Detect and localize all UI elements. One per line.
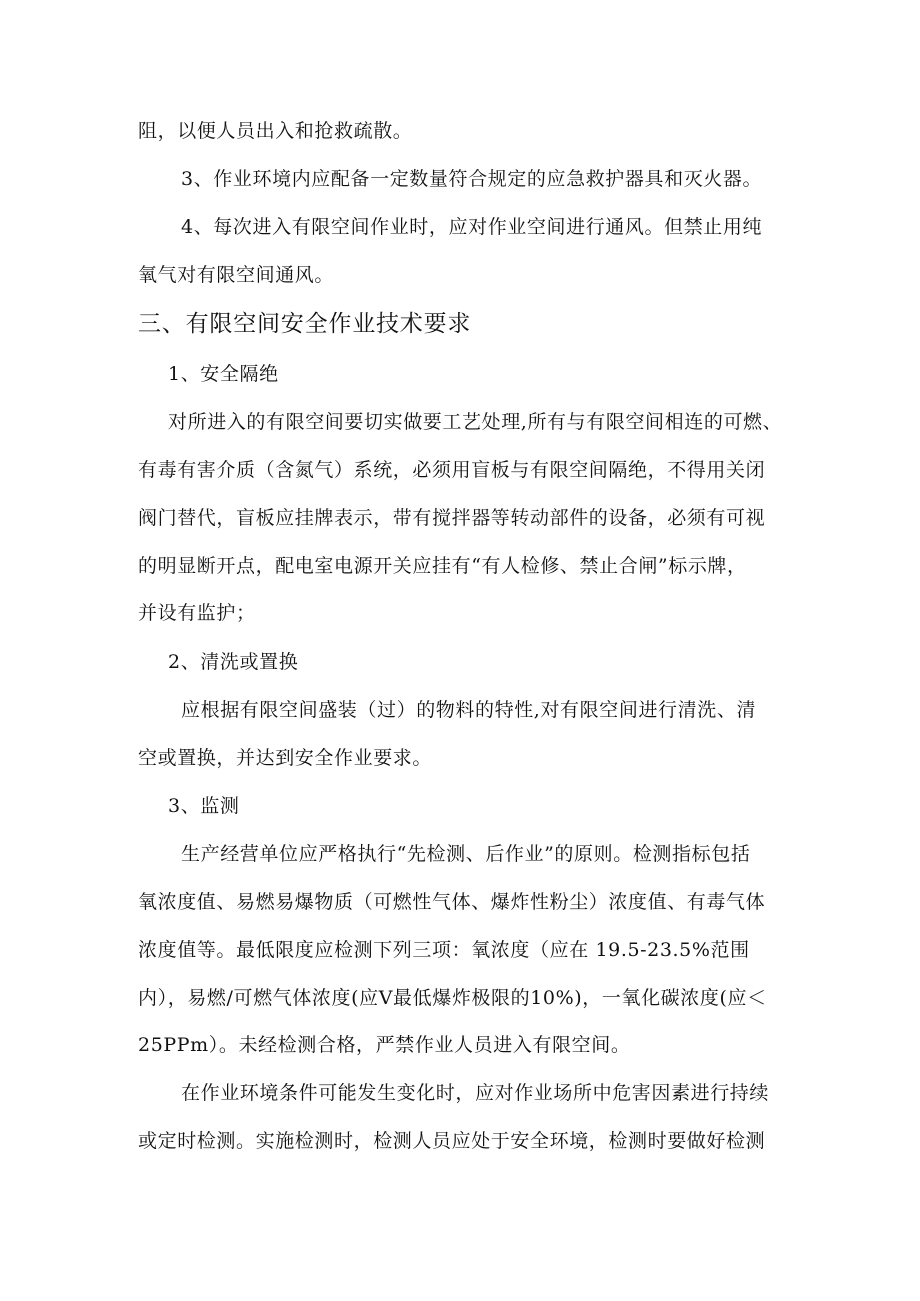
paragraph-line: 阀门替代，盲板应挂牌表示，带有搅拌器等转动部件的设备，必须有可视 [138, 507, 766, 529]
list-item-3: 3、作业环境内应配备一定数量符合规定的应急救护器具和灭火器。 [181, 168, 763, 190]
subheading-monitoring: 3、监测 [168, 795, 240, 817]
paragraph-line: 并设有监护； [138, 602, 256, 624]
paragraph-line: 氧气对有限空间通风。 [138, 264, 335, 286]
paragraph-line: 内），易燃/可燃气体浓度(应V最低爆炸极限的10%)，一氧化碳浓度(应＜ [138, 987, 767, 1009]
paragraph-line: 氧浓度值、易燃易爆物质（可燃性气体、爆炸性粉尘）浓度值、有毒气体 [138, 891, 766, 913]
paragraph-line: 有毒有害介质（含氮气）系统，必须用盲板与有限空间隔绝，不得用关闭 [138, 459, 766, 481]
paragraph-line: 25PPm）。未经检测合格，严禁作业人员进入有限空间。 [138, 1034, 631, 1056]
paragraph-line: 生产经营单位应严格执行“先检测、后作业”的原则。检测指标包括 [181, 843, 751, 865]
paragraph-line: 应根据有限空间盛装（过）的物料的特性,对有限空间进行清洗、清 [181, 699, 757, 721]
paragraph-line: 对所进入的有限空间要切实做要工艺处理,所有与有限空间相连的可燃、 [168, 411, 783, 433]
subheading-safety-isolation: 1、安全隔绝 [168, 363, 279, 385]
list-item-4: 4、每次进入有限空间作业时，应对作业空间进行通风。但禁止用纯 [181, 216, 763, 238]
paragraph-line: 或定时检测。实施检测时，检测人员应处于安全环境，检测时要做好检测 [138, 1130, 766, 1152]
paragraph-line: 浓度值等。最低限度应检测下列三项：氧浓度（应在 19.5-23.5%范围 [138, 939, 750, 961]
paragraph-line: 空或置换，并达到安全作业要求。 [138, 747, 433, 769]
section-heading: 三、有限空间安全作业技术要求 [138, 311, 472, 337]
subheading-cleaning: 2、清洗或置换 [168, 651, 299, 673]
paragraph-line: 在作业环境条件可能发生变化时，应对作业场所中危害因素进行持续 [181, 1082, 770, 1104]
paragraph-line: 阻，以便人员出入和抢救疏散。 [138, 120, 413, 142]
paragraph-line: 的明显断开点，配电室电源开关应挂有“有人检修、禁止合闸”标示牌， [138, 555, 747, 577]
